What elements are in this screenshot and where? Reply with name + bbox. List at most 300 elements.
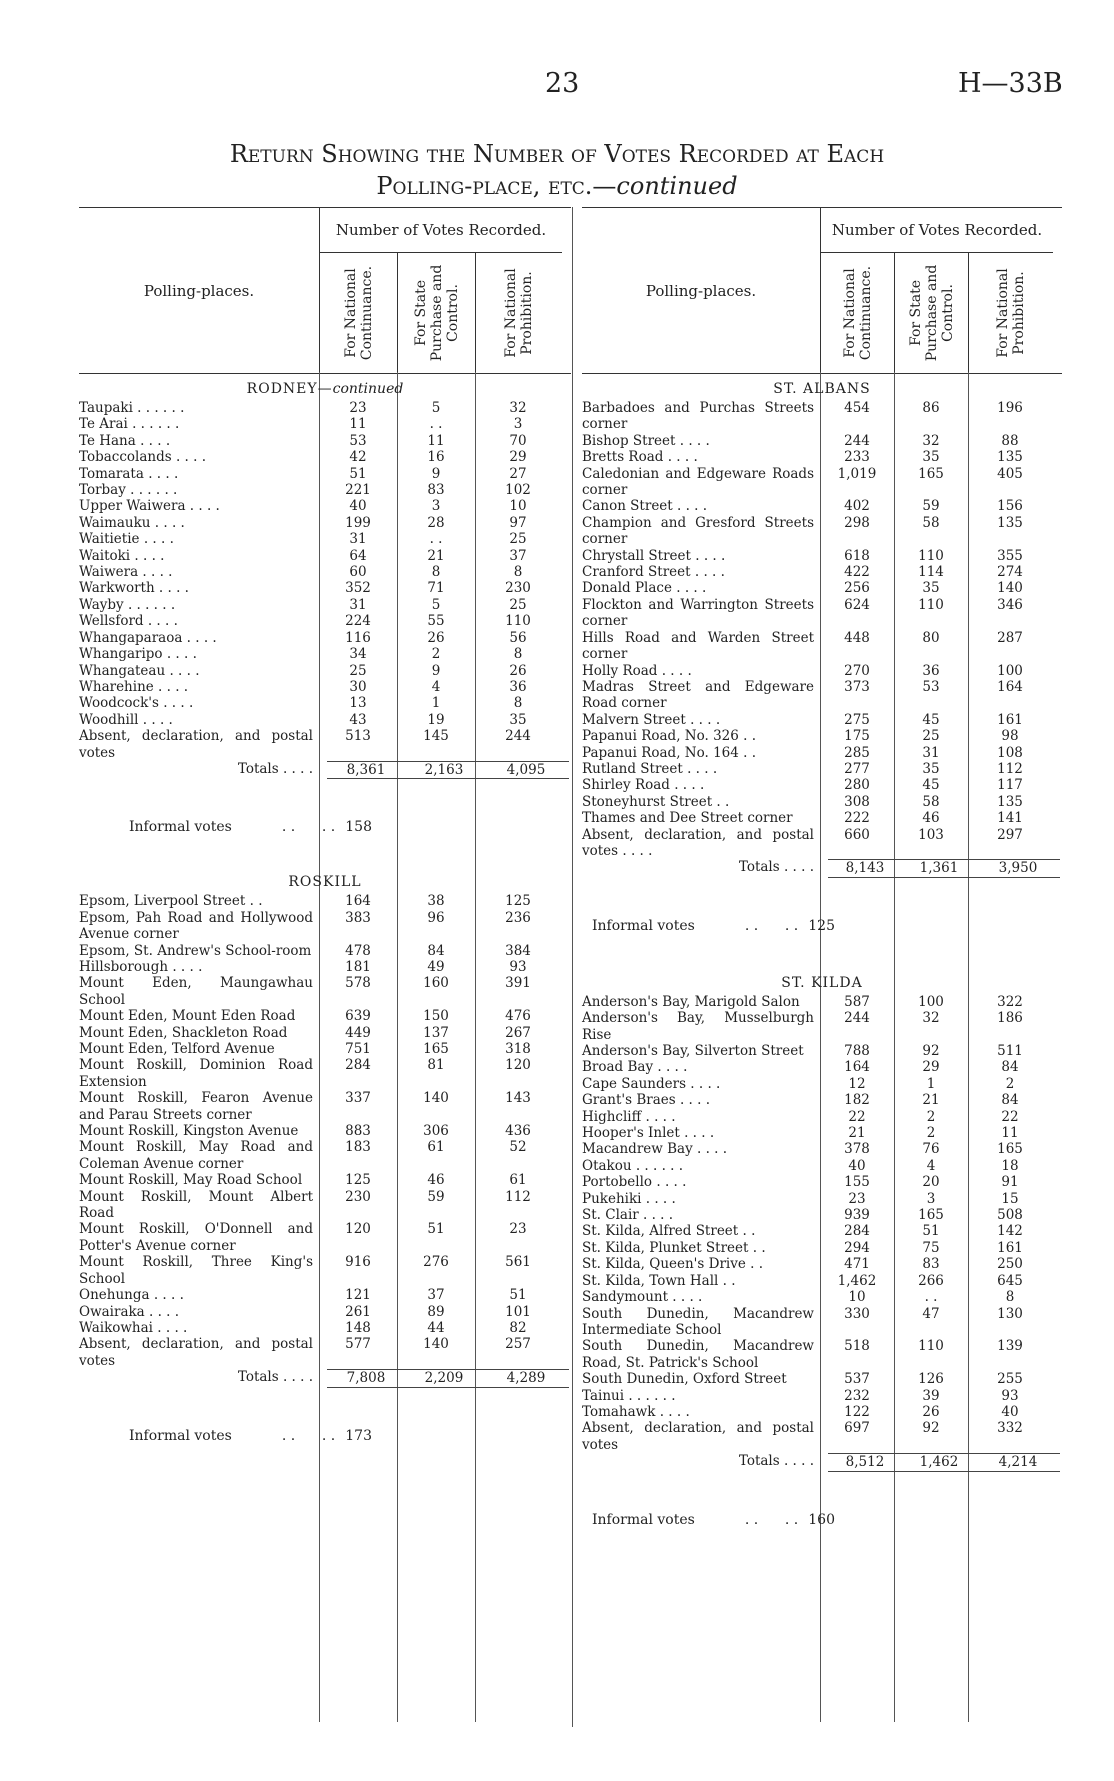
table-row [582, 777, 1062, 793]
polling-place-name: Absent, declaration, and postal votes [79, 1336, 313, 1369]
votes-prohibition: 2 [1005, 1075, 1015, 1092]
votes-state-purchase: 71 [427, 580, 445, 597]
votes-state-purchase: 110 [918, 547, 944, 564]
votes-continuance: 284 [345, 1057, 371, 1074]
table-row [79, 959, 571, 975]
polling-place-name: Absent, declaration, and postal votes . . . . [582, 826, 814, 859]
table-row [79, 416, 571, 432]
polling-place-name: Portobello . . . . [582, 1174, 687, 1191]
votes-state-purchase: 83 [922, 1256, 940, 1273]
right-column [582, 207, 1062, 1528]
header-polling-places: Polling-places. [143, 281, 255, 300]
table-row [582, 1174, 1062, 1190]
table-row [79, 646, 571, 662]
votes-prohibition: 70 [509, 432, 527, 449]
title-continued: continued [616, 172, 738, 200]
votes-continuance: 697 [844, 1420, 870, 1437]
votes-continuance: 373 [844, 678, 870, 695]
votes-state-purchase: 21 [427, 547, 445, 564]
votes-state-purchase: 59 [427, 1188, 445, 1205]
table-row [79, 1254, 571, 1287]
votes-state-purchase: 59 [922, 498, 940, 515]
votes-prohibition: 161 [997, 1239, 1023, 1256]
table-row [582, 810, 1062, 826]
votes-prohibition: 112 [997, 760, 1023, 777]
polling-place-name: Waitietie . . . . [79, 531, 174, 548]
votes-state-purchase: 55 [427, 613, 445, 630]
polling-place-name: Wellsford . . . . [79, 613, 178, 630]
votes-continuance: 199 [345, 514, 371, 531]
votes-state-purchase: 276 [423, 1254, 449, 1271]
votes-prohibition: 346 [997, 596, 1023, 613]
polling-place-name: Cranford Street . . . . [582, 564, 725, 581]
votes-continuance: 183 [345, 1139, 371, 1156]
votes-continuance: 256 [844, 580, 870, 597]
polling-place-name: Te Arai . . . . . . [79, 416, 180, 433]
votes-state-purchase: . . [924, 1289, 938, 1306]
votes-state-purchase: 114 [918, 564, 944, 581]
table-row [582, 761, 1062, 777]
polling-place-name: Chrystall Street . . . . [582, 547, 726, 564]
votes-state-purchase: 140 [423, 1336, 449, 1353]
votes-continuance: 916 [345, 1254, 371, 1271]
votes-prohibition: 40 [1001, 1403, 1019, 1420]
informal-leaders: . . . . [281, 819, 336, 836]
votes-prohibition: 297 [997, 826, 1023, 843]
votes-continuance: 116 [345, 629, 371, 646]
polling-place-name: Whangaripo . . . . [79, 646, 197, 663]
votes-prohibition: 142 [997, 1223, 1023, 1240]
polling-place-name: Whangateau . . . . [79, 662, 200, 679]
votes-continuance: 751 [345, 1041, 371, 1057]
polling-place-name: Absent, declaration, and postal votes [582, 1420, 814, 1453]
table-row [582, 1338, 1062, 1371]
votes-state-purchase: 35 [922, 580, 940, 597]
votes-state-purchase: 3 [926, 1190, 936, 1207]
votes-prohibition: 100 [997, 662, 1023, 679]
votes-state-purchase: 45 [922, 711, 940, 728]
polling-place-name: Otakou . . . . . . [582, 1157, 684, 1174]
polling-place-name: Flockton and Warrington Streets corner [582, 596, 814, 630]
votes-continuance: 23 [349, 400, 367, 416]
votes-state-purchase: 76 [922, 1141, 940, 1158]
votes-state-purchase: 266 [918, 1272, 944, 1289]
votes-state-purchase: 11 [427, 432, 445, 449]
votes-state-purchase: 20 [922, 1174, 940, 1191]
votes-continuance: 280 [844, 777, 870, 794]
polling-place-name: Mount Roskill, May Road School [79, 1172, 303, 1189]
table-row [582, 1010, 1062, 1043]
table-row [79, 1025, 571, 1041]
polling-place-name: Waikowhai . . . . [79, 1319, 188, 1336]
votes-state-purchase: 89 [427, 1303, 445, 1320]
votes-state-purchase: 25 [922, 728, 940, 745]
totals-label: Totals . . . . [738, 1453, 814, 1470]
votes-prohibition: 257 [505, 1336, 531, 1353]
votes-prohibition: 267 [505, 1024, 531, 1041]
polling-place-name: Waimauku . . . . [79, 514, 185, 531]
table-row [582, 1306, 1062, 1339]
votes-state-purchase: 86 [922, 400, 940, 416]
votes-continuance: 53 [349, 432, 367, 449]
table-row [79, 515, 571, 531]
votes-state-purchase: 4 [926, 1157, 936, 1174]
votes-continuance: 21 [848, 1125, 866, 1142]
table-row [582, 1388, 1062, 1404]
table-row [582, 1371, 1062, 1387]
votes-prohibition: 97 [509, 514, 527, 531]
table-row [79, 663, 571, 679]
polling-place-name: Hooper's Inlet . . . . [582, 1125, 715, 1142]
section-st-kilda [582, 972, 1062, 1528]
section-name: ST. ALBANS [773, 381, 871, 397]
votes-prohibition: 120 [505, 1057, 531, 1074]
votes-prohibition: 93 [509, 958, 527, 975]
page-title [0, 138, 1114, 202]
polling-place-name: Barbadoes and Purchas Streets corner [582, 400, 814, 433]
table-row [79, 1336, 571, 1369]
table-row [79, 893, 571, 909]
polling-place-name: Anderson's Bay, Musselburgh Rise [582, 1010, 814, 1043]
votes-prohibition: 355 [997, 547, 1023, 564]
votes-continuance: 181 [345, 958, 371, 975]
total-state-purchase: 2,163 [405, 761, 483, 779]
table-row [79, 910, 571, 943]
votes-prohibition: 101 [505, 1303, 531, 1320]
table-row [79, 400, 571, 416]
informal-votes-label: Informal votes [592, 1511, 695, 1528]
votes-continuance: 383 [345, 909, 371, 926]
votes-state-purchase: 84 [427, 942, 445, 959]
polling-place-name: South Dunedin, Macandrew Road, St. Patrick's School [582, 1338, 814, 1371]
votes-prohibition: 250 [997, 1256, 1023, 1273]
votes-state-purchase: 165 [918, 1207, 944, 1224]
total-prohibition: 3,950 [976, 859, 1060, 877]
header-national-prohibition-label: For National Prohibition. [995, 268, 1027, 358]
table-row [79, 531, 571, 547]
polling-place-name: Mount Eden, Shackleton Road [79, 1024, 288, 1041]
polling-place-name: Bishop Street . . . . [582, 432, 710, 449]
votes-state-purchase: 110 [918, 596, 944, 613]
votes-continuance: 298 [844, 514, 870, 531]
votes-continuance: 285 [844, 744, 870, 761]
votes-prohibition: 102 [505, 482, 531, 499]
votes-continuance: 10 [848, 1289, 866, 1306]
polling-place-name: Anderson's Bay, Silverton Street [582, 1043, 804, 1059]
votes-state-purchase: 165 [423, 1041, 449, 1057]
votes-state-purchase: 37 [427, 1287, 445, 1304]
polling-place-name: Holly Road . . . . [582, 662, 692, 679]
informal-votes-label: Informal votes [129, 819, 232, 836]
votes-continuance: 25 [349, 662, 367, 679]
table-row [79, 1041, 571, 1057]
table-row [582, 433, 1062, 449]
votes-prohibition: 143 [505, 1090, 531, 1107]
total-continuance: 8,512 [828, 1453, 902, 1471]
table-row [582, 1059, 1062, 1075]
votes-state-purchase: 46 [427, 1172, 445, 1189]
table-row [79, 712, 571, 728]
polling-place-name: Caledonian and Edgeware Roads corner [582, 465, 814, 499]
votes-prohibition: 318 [505, 1041, 531, 1057]
votes-prohibition: 61 [509, 1172, 527, 1189]
header-votes-recorded: Number of Votes Recorded. [820, 208, 1053, 253]
votes-state-purchase: 58 [922, 514, 940, 531]
polling-place-name: Mount Roskill, O'Donnell and Potter's Avenue corner [79, 1221, 313, 1254]
polling-place-name: Papanui Road, No. 326 . . [582, 728, 756, 745]
votes-continuance: 244 [844, 432, 870, 449]
votes-continuance: 23 [848, 1190, 866, 1207]
table-row [79, 1304, 571, 1320]
votes-prohibition: 508 [997, 1207, 1023, 1224]
votes-continuance: 164 [345, 893, 371, 910]
table-row [582, 1158, 1062, 1174]
votes-continuance: 788 [844, 1043, 870, 1059]
table-row [582, 1273, 1062, 1289]
polling-place-name: Papanui Road, No. 164 . . [582, 744, 756, 761]
votes-continuance: 513 [345, 728, 371, 745]
total-continuance: 7,808 [327, 1369, 405, 1387]
informal-votes [582, 918, 1062, 934]
polling-place-name: Donald Place . . . . [582, 580, 707, 597]
votes-continuance: 232 [844, 1387, 870, 1404]
total-prohibition: 4,289 [483, 1369, 569, 1387]
votes-continuance: 40 [349, 498, 367, 515]
polling-place-name: Madras Street and Edgeware Road corner [582, 678, 814, 712]
table-row [582, 498, 1062, 514]
votes-continuance: 43 [349, 711, 367, 728]
polling-place-name: Mount Roskill, Fearon Avenue and Parau Streets corner [79, 1090, 313, 1123]
polling-place-name: Tobaccolands . . . . [79, 449, 206, 466]
polling-place-name: St. Kilda, Queen's Drive . . [582, 1256, 763, 1273]
votes-prohibition: 56 [509, 629, 527, 646]
votes-state-purchase: 92 [922, 1420, 940, 1437]
table-row [79, 580, 571, 596]
totals-row [582, 859, 1062, 877]
votes-state-purchase: 2 [926, 1108, 936, 1125]
table-row [79, 728, 571, 761]
votes-continuance: 275 [844, 711, 870, 728]
votes-continuance: 660 [844, 826, 870, 843]
polling-place-name: Tomarata . . . . [79, 465, 179, 482]
polling-place-name: Torbay . . . . . . [79, 482, 178, 499]
total-state-purchase: 1,462 [902, 1453, 976, 1471]
votes-state-purchase: 26 [922, 1403, 940, 1420]
votes-prohibition: 141 [997, 810, 1023, 827]
informal-votes-label: Informal votes [129, 1427, 232, 1444]
votes-state-purchase: 3 [431, 498, 441, 515]
votes-prohibition: 196 [997, 400, 1023, 416]
votes-continuance: 51 [349, 465, 367, 482]
polling-place-name: Absent, declaration, and postal votes [79, 728, 313, 761]
polling-place-name: Mount Eden, Maungawhau School [79, 975, 313, 1008]
votes-state-purchase: 160 [423, 975, 449, 992]
title-etc: etc.— [540, 172, 617, 200]
table-row [582, 1076, 1062, 1092]
votes-continuance: 64 [349, 547, 367, 564]
table-row [79, 630, 571, 646]
votes-state-purchase: 47 [922, 1305, 940, 1322]
votes-prohibition: 8 [513, 564, 523, 581]
votes-continuance: 261 [345, 1303, 371, 1320]
votes-prohibition: 125 [505, 893, 531, 910]
totals-row [79, 1369, 571, 1387]
table-row [582, 679, 1062, 712]
page-number: 23 [545, 68, 580, 99]
votes-continuance: 378 [844, 1141, 870, 1158]
votes-state-purchase: 2 [431, 646, 441, 663]
polling-place-name: Waitoki . . . . [79, 547, 165, 564]
votes-continuance: 478 [345, 942, 371, 959]
polling-place-name: Tomahawk . . . . [582, 1403, 690, 1420]
votes-prohibition: 135 [997, 793, 1023, 810]
header-state-purchase [397, 253, 476, 373]
votes-state-purchase: 9 [431, 662, 441, 679]
polling-place-name: South Dunedin, Oxford Street [582, 1371, 787, 1388]
table-row [79, 613, 571, 629]
votes-state-purchase: 45 [922, 777, 940, 794]
table-row [582, 580, 1062, 596]
polling-place-name: Woodhill . . . . [79, 711, 173, 728]
votes-prohibition: 511 [997, 1043, 1023, 1059]
votes-prohibition: 405 [997, 465, 1023, 482]
votes-continuance: 294 [844, 1239, 870, 1256]
votes-prohibition: 236 [505, 909, 531, 926]
table-row [79, 449, 571, 465]
votes-state-purchase: 145 [423, 728, 449, 745]
table-row [582, 1092, 1062, 1108]
votes-continuance: 175 [844, 728, 870, 745]
polling-place-name: Pukehiki . . . . [582, 1190, 676, 1207]
votes-state-purchase: 110 [918, 1338, 944, 1355]
votes-continuance: 222 [844, 810, 870, 827]
votes-state-purchase: 8 [431, 564, 441, 581]
votes-continuance: 30 [349, 678, 367, 695]
informal-leaders: . . . . [744, 1511, 799, 1528]
votes-state-purchase: 100 [918, 993, 944, 1010]
polling-place-name: Epsom, Pah Road and Hollywood Avenue corner [79, 909, 313, 943]
polling-place-name: South Dunedin, Macandrew Intermediate School [582, 1305, 814, 1338]
votes-prohibition: 26 [509, 662, 527, 679]
total-continuance: 8,143 [828, 859, 902, 877]
table-row [582, 1125, 1062, 1141]
table-row [79, 548, 571, 564]
table-row [79, 1057, 571, 1090]
votes-continuance: 270 [844, 662, 870, 679]
table-row [582, 728, 1062, 744]
table-row [582, 994, 1062, 1010]
page-reference: H—33B [958, 68, 1063, 99]
votes-state-purchase: 39 [922, 1387, 940, 1404]
votes-continuance: 164 [844, 1059, 870, 1076]
table-row [582, 794, 1062, 810]
votes-prohibition: 51 [509, 1287, 527, 1304]
polling-place-name: Thames and Dee Street corner [582, 810, 793, 827]
table-row [582, 1240, 1062, 1256]
votes-state-purchase: 49 [427, 958, 445, 975]
votes-state-purchase: 9 [431, 465, 441, 482]
votes-prohibition: 332 [997, 1420, 1023, 1437]
votes-continuance: 34 [349, 646, 367, 663]
table-row [79, 466, 571, 482]
votes-state-purchase: 75 [922, 1239, 940, 1256]
votes-continuance: 42 [349, 449, 367, 466]
table-row [582, 449, 1062, 465]
votes-continuance: 537 [844, 1371, 870, 1388]
polling-place-name: Shirley Road . . . . [582, 777, 705, 794]
votes-continuance: 11 [349, 416, 367, 433]
table-row [582, 1109, 1062, 1125]
table-row [582, 663, 1062, 679]
votes-prohibition: 156 [997, 498, 1023, 515]
votes-continuance: 624 [844, 596, 870, 613]
table-row [79, 433, 571, 449]
votes-prohibition: 23 [509, 1221, 527, 1238]
informal-votes-value: 173 [345, 1427, 372, 1444]
informal-votes [79, 1428, 571, 1444]
votes-state-purchase: 61 [427, 1139, 445, 1156]
votes-continuance: 233 [844, 449, 870, 466]
table-row [582, 1256, 1062, 1272]
votes-continuance: 224 [345, 613, 371, 630]
polling-place-name: Te Hana . . . . [79, 432, 171, 449]
table-row [582, 827, 1062, 860]
votes-state-purchase: 19 [427, 711, 445, 728]
votes-prohibition: 84 [1001, 1059, 1019, 1076]
polling-place-name: Taupaki . . . . . . [79, 400, 185, 416]
votes-prohibition: 244 [505, 728, 531, 745]
votes-prohibition: 165 [997, 1141, 1023, 1158]
votes-prohibition: 384 [505, 942, 531, 959]
polling-place-name: Wayby . . . . . . [79, 596, 176, 613]
votes-prohibition: 117 [997, 777, 1023, 794]
votes-prohibition: 140 [997, 580, 1023, 597]
votes-prohibition: 27 [509, 465, 527, 482]
votes-prohibition: 82 [509, 1319, 527, 1336]
votes-state-purchase: 150 [423, 1008, 449, 1025]
votes-continuance: 121 [345, 1287, 371, 1304]
votes-prohibition: 322 [997, 993, 1023, 1010]
header-national-continuance [820, 253, 895, 373]
polling-place-name: Mount Roskill, Mount Albert Road [79, 1188, 313, 1222]
votes-prohibition: 139 [997, 1338, 1023, 1355]
section-title [582, 972, 1062, 994]
informal-votes [79, 819, 571, 835]
totals-row [79, 761, 571, 779]
total-state-purchase: 1,361 [902, 859, 976, 877]
votes-continuance: 182 [844, 1092, 870, 1109]
votes-state-purchase: 36 [922, 662, 940, 679]
votes-state-purchase: 5 [431, 400, 441, 416]
table-row [79, 1287, 571, 1303]
votes-prohibition: 130 [997, 1305, 1023, 1322]
votes-prohibition: 8 [513, 695, 523, 712]
table-row [79, 1172, 571, 1188]
votes-continuance: 122 [844, 1403, 870, 1420]
votes-state-purchase: 46 [922, 810, 940, 827]
polling-place-name: Rutland Street . . . . [582, 760, 718, 777]
votes-prohibition: 37 [509, 547, 527, 564]
polling-place-name: Mount Roskill, Three King's School [79, 1254, 313, 1287]
votes-continuance: 578 [345, 975, 371, 992]
votes-prohibition: 436 [505, 1123, 531, 1140]
votes-state-purchase: 83 [427, 482, 445, 499]
polling-place-name: Malvern Street . . . . [582, 711, 721, 728]
votes-continuance: 40 [848, 1157, 866, 1174]
votes-state-purchase: 31 [922, 744, 940, 761]
header-state-purchase-label: For State Purchase and Control. [413, 264, 461, 362]
votes-state-purchase: 51 [922, 1223, 940, 1240]
